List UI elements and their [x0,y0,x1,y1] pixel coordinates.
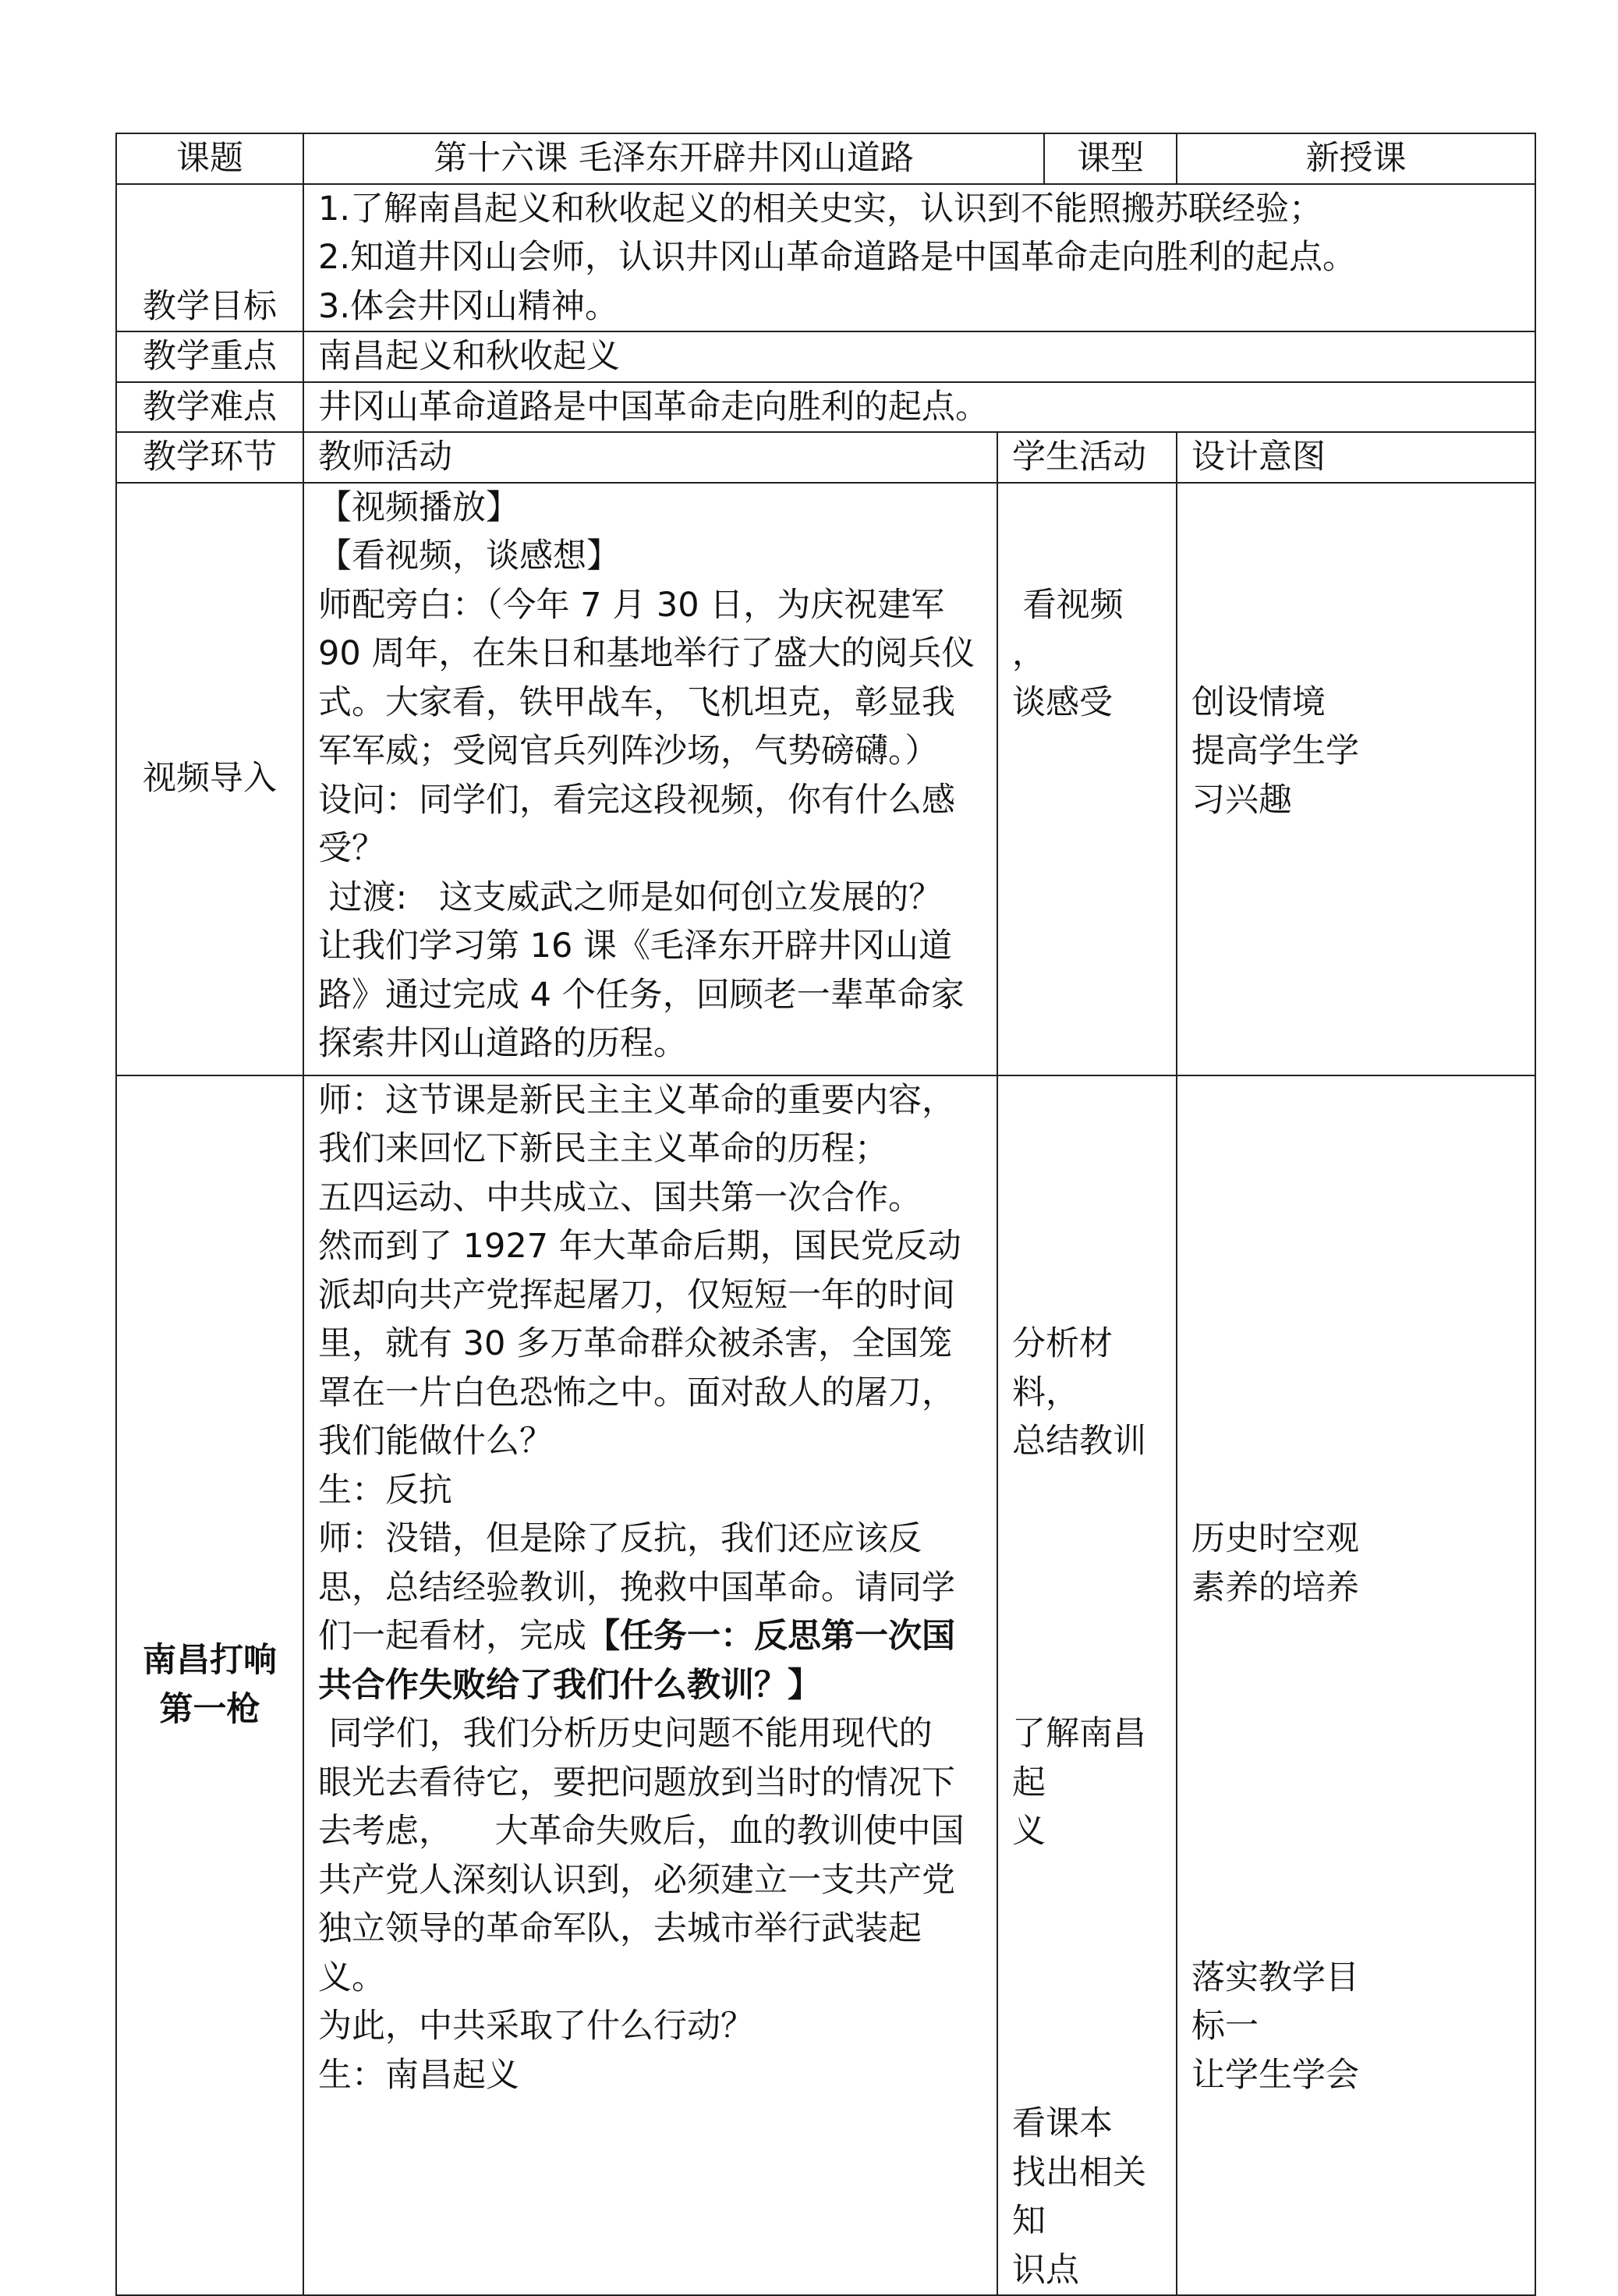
text-line: 让学生学会 [1191,2055,1360,2095]
text-line: 受？ [318,829,385,868]
goal-item: 2.知道井冈山会师，认识井冈山革命道路是中国革命走向胜利的起点。 [318,238,1357,277]
text-line: 历史时空观 [1191,1519,1360,1558]
teacher-activity-1 [303,483,997,1075]
text-line: 找出相关知 [1012,2152,1146,2241]
col-stage-header: 教学环节 [116,432,303,483]
task-lead-text: 们一起看材，完成 [318,1617,586,1656]
text-line: 创设情境 [1191,682,1326,722]
nanchang-row [116,1075,1535,2296]
text-line: 思，总结经验教训，挽救中国革命。请同学 [318,1568,955,1607]
student-activity-2 [997,1075,1177,2296]
task-one-title-cont: 共合作失败给了我们什么教训？】 [318,1665,821,1705]
text-line: 生：反抗 [318,1470,452,1510]
header-row [116,133,1535,184]
text-line: 总结教训 [1012,1422,1146,1461]
text-line: 派却向共产党挥起屠刀，仅短短一年的时间 [318,1275,955,1315]
text-line: 义 [1012,1812,1046,1851]
text-line: 设问：同学们，看完这段视频，你有什么感 [318,780,955,820]
text-line: 里，就有 30 多万革命群众被杀害，全国笼 [318,1324,953,1363]
text-line: 同学们，我们分析历史问题不能用现代的 [318,1714,933,1753]
key-point-text: 南昌起义和秋收起义 [303,331,1535,382]
text-line: 然而到了 1927 年大革命后期，国民党反动 [318,1227,961,1266]
difficulty-row [116,382,1535,433]
teacher-activity-2 [303,1075,997,2296]
text-line: 让我们学习第 16 课《毛泽东开辟井冈山道 [318,927,953,966]
difficulty-text: 井冈山革命道路是中国革命走向胜利的起点。 [303,382,1535,433]
text-line: 为此，中共采取了什么行动？ [318,2007,754,2046]
topic-label: 课题 [116,133,303,184]
col-teacher-header: 教师活动 [303,432,997,483]
text-line: 谈感受 [1012,682,1113,722]
design-intent-2 [1177,1075,1535,2296]
type-label: 课型 [1044,133,1177,184]
key-point-label: 教学重点 [116,331,303,382]
text-line: 我们来回忆下新民主主义革命的历程； [318,1129,888,1168]
text-line: 看课本 [1012,2104,1113,2143]
goal-item: 1.了解南昌起义和秋收起义的相关史实，认识到不能照搬苏联经验； [318,189,1323,229]
col-student-header: 学生活动 [997,432,1177,483]
text-line: 罩在一片白色恐怖之中。面对敌人的屠刀， [318,1373,955,1412]
text-line: 生：南昌起义 [318,2055,519,2095]
text-line: 义。 [318,1958,385,1997]
text-line: 分析材料， [1012,1324,1113,1412]
lesson-plan-table [115,133,1536,2296]
student-activity-1 [997,483,1177,1075]
goals-row [116,184,1535,332]
goals-label: 教学目标 [116,184,303,332]
text-line: 素养的培养 [1191,1568,1360,1607]
stage-nanchang [116,1075,303,2296]
video-intro-row [116,483,1535,1075]
task-line [318,1612,982,1661]
text-line: 落实教学目 [1191,1958,1360,1997]
text-line: 师：这节课是新民主主义革命的重要内容， [318,1080,955,1120]
stage-line: 第一枪 [159,1689,260,1729]
lesson-type: 新授课 [1177,133,1535,184]
text-line: 师：没错，但是除了反抗，我们还应该反 [318,1519,922,1558]
text-line: 探索井冈山道路的历程。 [318,1024,687,1063]
text-line: 眼光去看待它，要把问题放到当时的情况下 [318,1763,955,1802]
col-design-header: 设计意图 [1177,432,1535,483]
design-intent-1 [1177,483,1535,1075]
text-line: 军军威；受阅官兵列阵沙场，气势磅礴。） [318,732,939,771]
text-line: 过渡: 这支威武之师是如何创立发展的？ [318,877,943,917]
text-line: 师配旁白：（今年 7 月 30 日，为庆祝建军 [318,585,945,625]
text-line: 共产党人深刻认识到，必须建立一支共产党 [318,1860,955,1900]
text-line: 看视频 ， [1012,585,1135,673]
text-line: 五四运动、中共成立、国共第一次合作。 [318,1178,922,1217]
text-line: 【视频播放】 [318,487,519,527]
text-line: 90 周年，在朱日和基地举行了盛大的阅兵仪 [318,634,975,673]
text-line: 【看视频，谈感想】 [318,537,620,576]
text-line: 标一 [1191,2007,1259,2046]
text-line: 提高学生学 [1191,732,1360,771]
difficulty-label: 教学难点 [116,382,303,433]
goals-content [303,184,1535,332]
text-line: 去考虑， 大革命失败后，血的教训使中国 [318,1812,965,1851]
lesson-title: 第十六课 毛泽东开辟井冈山道路 [303,133,1044,184]
text-line: 习兴趣 [1191,780,1293,820]
text-line: 独立领导的革命军队，去城市举行武装起 [318,1909,922,1948]
text-line: 识点 [1012,2250,1079,2290]
column-header-row [116,432,1535,483]
stage-video-intro: 视频导入 [116,483,303,1075]
text-line: 了解南昌起 [1012,1714,1146,1802]
goal-item: 3.体会井冈山精神。 [318,286,619,326]
text-line: 路》通过完成 4 个任务，回顾老一辈革命家 [318,975,965,1015]
key-point-row [116,331,1535,382]
text-line: 式。大家看，铁甲战车，飞机坦克，彰显我 [318,682,955,722]
text-line: 我们能做什么？ [318,1422,553,1461]
stage-line: 南昌打响 [143,1641,277,1681]
task-one-title: 【任务一：反思第一次国 [586,1617,955,1656]
